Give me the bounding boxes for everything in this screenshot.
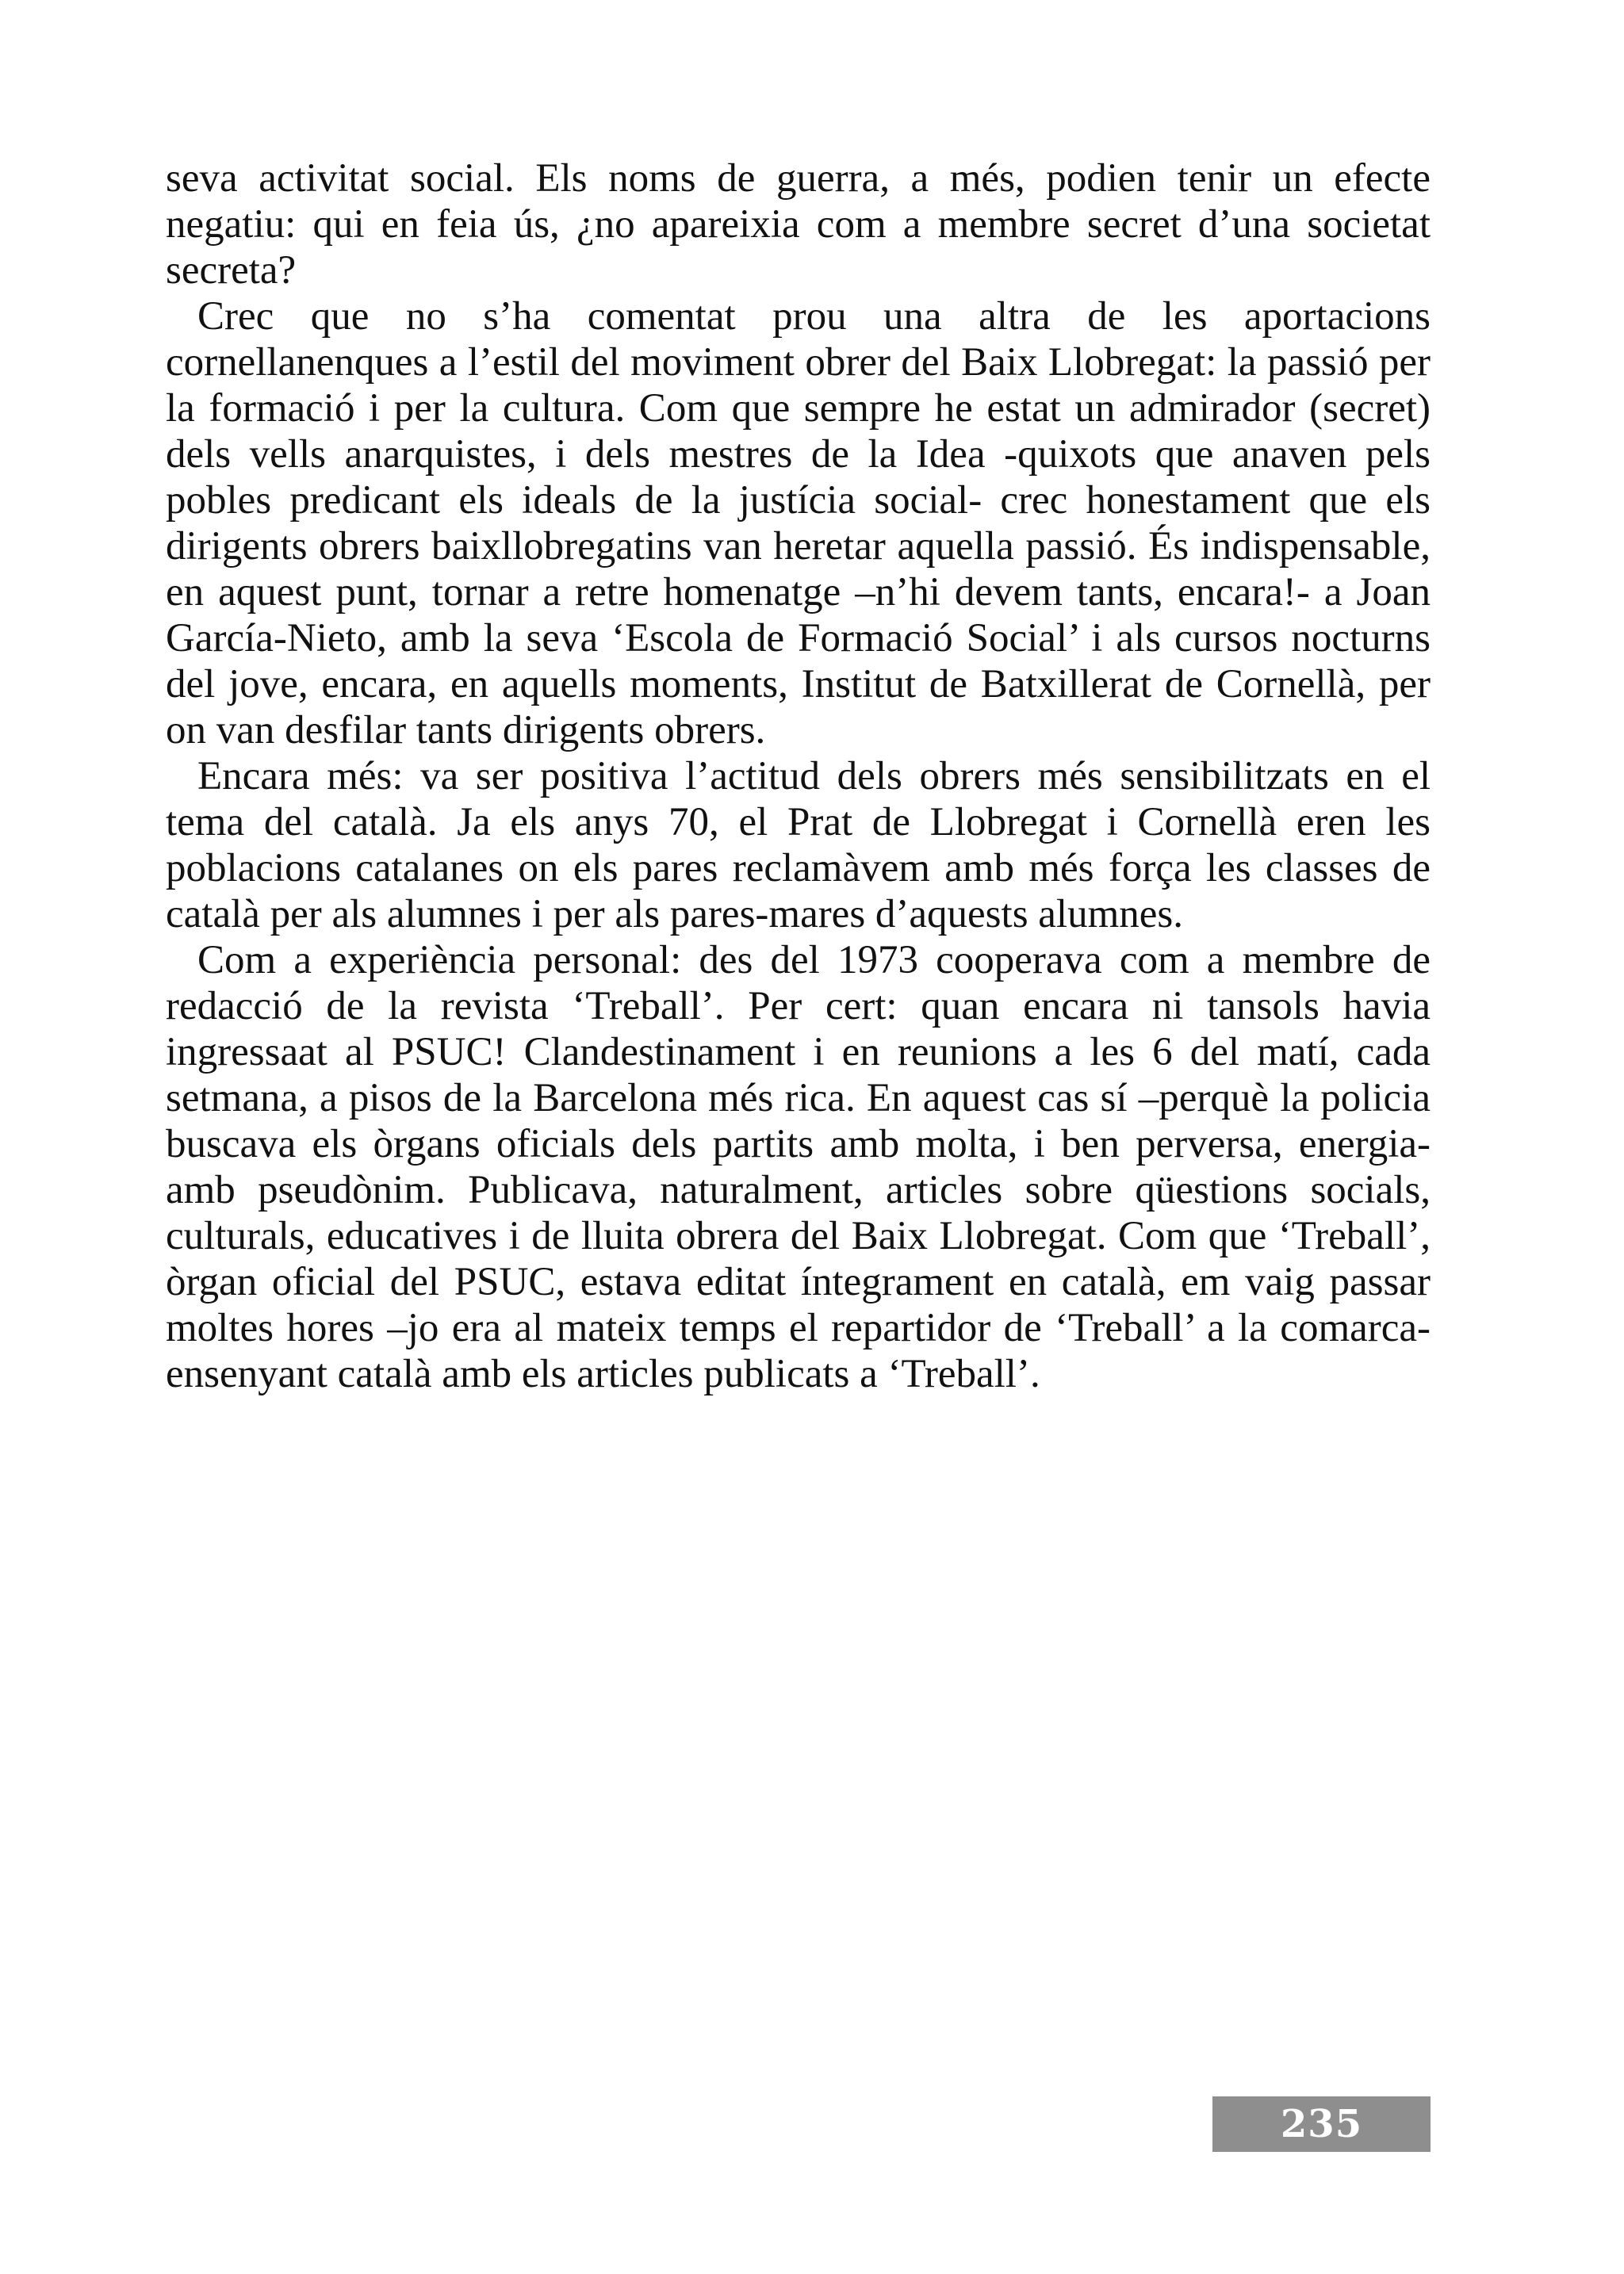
paragraph-2: Crec que no s’ha comentat prou una altra de les aportacions cornellanenques a l’estil del moviment obrer del Baix Llobregat: la passió per la formació i per la cultura. Com que sempre he estat un admirador (secret) dels vells anarquistes, i dels mestres de la Idea -quixots que anaven pels pobles predicant els ideals de la justícia social- crec honestament que els dirigents obrers baixllobregatins van heretar aquella passió. És indispensable, en aquest punt, tornar a retre homenatge –n’hi devem tants, encara!- a Joan García-Nieto, amb la seva ‘Escola de Formació Social’ i als cursos nocturns del jove, encara, en aquells moments, Institut de Batxillerat de Cornellà, per on van desfilar tants dirigents obrers. xyxy=(166,294,1431,752)
paragraph-3: Encara més: va ser positiva l’actitud dels obrers més sensibilitzats en el tema del català. Ja els anys 70, el Prat de Llobregat i Cornellà eren les poblacions catalanes on els pares reclamàvem amb més força les classes de català per als alumnes i per als pares-mares d’aquests alumnes. xyxy=(166,754,1431,936)
page-number: 235 xyxy=(1280,2102,1363,2146)
page-number-box xyxy=(1212,2096,1431,2152)
paragraph-4: Com a experiència personal: des del 1973 cooperava com a membre de redacció de la revista ‘Treball’. Per cert: quan encara ni tansols havia ingressaat al PSUC! Clandestinament i en reunions a les 6 del matí, cada setmana, a pisos de la Barcelona més rica. En aquest cas sí –perquè la policia buscava els òrgans oficials dels partits amb molta, i ben perversa, energia- amb pseudònim. Publicava, naturalment, articles sobre qüestions socials, culturals, educatives i de lluita obrera del Baix Llobregat. Com que ‘Treball’, òrgan oficial del PSUC, estava editat íntegrament en català, em vaig passar moltes hores –jo era al mateix temps el repartidor de ‘Treball’ a la comarca- ensenyant català amb els articles publicats a ‘Treball’. xyxy=(166,938,1431,1396)
paragraph-1: seva activitat social. Els noms de guerra, a més, podien tenir un efecte negatiu: qui en feia ús, ¿no apareixia com a membre secret d’una societat secreta? xyxy=(166,156,1431,293)
body-text xyxy=(166,155,1431,1397)
